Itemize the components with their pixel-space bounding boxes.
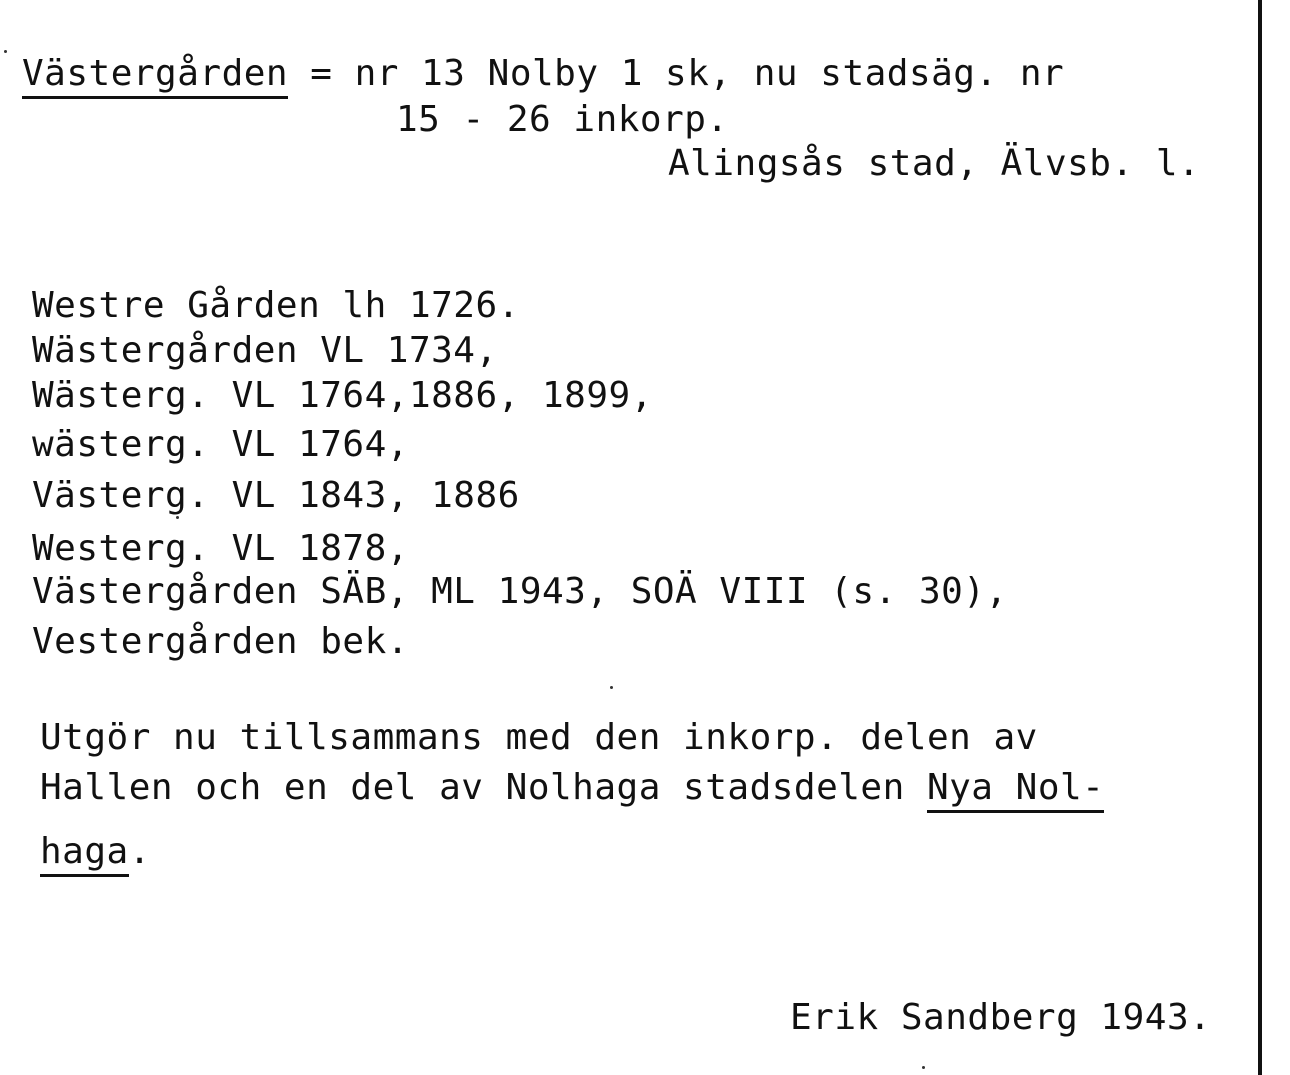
scan-speck [610,686,613,689]
place-name-title: Västergården [22,53,288,99]
form-entry-3: Wästerg. VL 1764,1886, 1899, [32,375,653,416]
scan-speck [4,50,7,53]
form-entry-4: wästerg. VL 1764, [32,424,409,465]
form-entry-1: Westre Gården lh 1726. [32,285,520,326]
header-line-2: 15 - 26 inkorp. [396,99,729,140]
note-line-1: Utgör nu tillsammans med den inkorp. delen av [40,717,1038,758]
scan-speck [176,516,179,519]
form-entry-2: Wästergården VL 1734, [32,330,498,371]
scan-speck [922,1066,925,1069]
header-line-1 [22,54,1064,94]
form-entry-6: Westerg. VL 1878, [32,528,409,569]
header-location: Alingsås stad, Älvsb. l. [668,143,1201,184]
note-line-2 [40,768,1104,808]
note-line-3 [40,832,151,872]
note-line-3-end: . [128,831,151,872]
form-entry-7: Västergården SÄB, ML 1943, SOÄ VIII (s. 30), [32,571,1008,612]
form-entry-8: Vestergården bek. [32,621,409,662]
form-entry-5: Västerg. VL 1843, 1886 [32,475,520,516]
note-line-2-text: Hallen och en del av Nolhaga stadsdelen [40,767,927,808]
note-underlined-name: Nya Nol- [927,767,1104,813]
signature: Erik Sandberg 1943. [790,997,1212,1038]
note-underlined-name-cont: haga [40,831,129,877]
header-description: = nr 13 Nolby 1 sk, nu stadsäg. nr [288,53,1065,94]
card-right-edge [1258,0,1262,1075]
